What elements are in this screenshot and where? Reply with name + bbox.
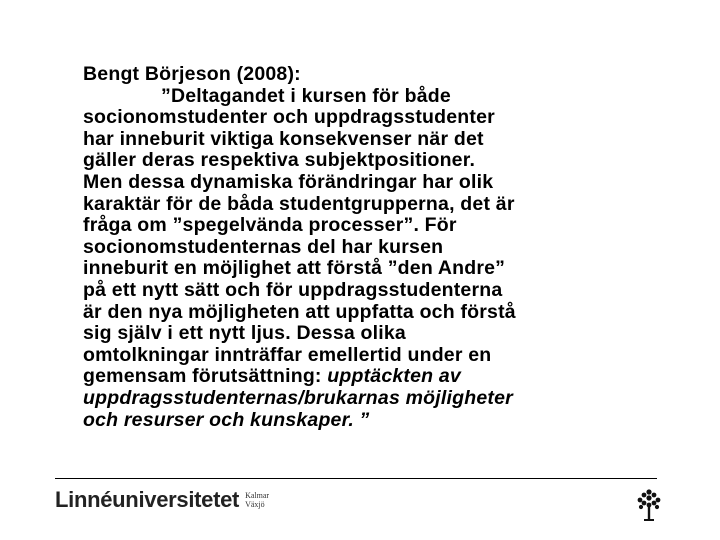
quote-line: på ett nytt sätt och för uppdragsstudenterna — [83, 278, 503, 301]
quote-line-italic — [83, 410, 643, 432]
quote-text-block — [83, 64, 643, 431]
quote-line-mixed — [83, 366, 643, 388]
quote-line: karaktär för de båda studentgrupperna, det är — [83, 192, 515, 215]
quote-line-plain-part: gemensam förutsättning: — [83, 365, 328, 388]
university-logo-campuses — [245, 491, 269, 509]
quote-line: ”Deltagandet i kursen för både — [161, 84, 451, 107]
quote-line-italic — [83, 388, 643, 410]
university-logo-wordmark: Linnéuniversitetet — [55, 487, 240, 512]
quote-line: Men dessa dynamiska förändringar har olik — [83, 170, 494, 193]
quote-italic-text: och resurser och kunskaper. ” — [83, 408, 370, 431]
quote-heading: Bengt Börjeson (2008): — [83, 63, 301, 85]
tree-icon — [636, 488, 662, 522]
footer-divider — [55, 478, 657, 479]
quote-line: har inneburit viktiga konsekvenser när det — [83, 127, 484, 150]
quote-line-italic-part: upptäckten av — [327, 365, 461, 388]
quote-line: inneburit en möjlighet att förstå ”den Andre” — [83, 257, 506, 280]
university-logo — [55, 487, 269, 513]
quote-line: fråga om ”spegelvända processer”. För — [83, 214, 457, 237]
quote-line: gäller deras respektiva subjektpositioner. — [83, 149, 476, 172]
quote-line: omtolkningar innträffar emellertid under en — [83, 343, 492, 366]
campus-kalmar: Kalmar — [245, 491, 270, 500]
quote-line: socionomstudenternas del har kursen — [83, 235, 444, 258]
quote-line: socionomstudenter och uppdragsstudenter — [83, 106, 495, 129]
quote-line: är den nya möjligheten att uppfatta och förstå — [83, 300, 516, 323]
campus-vaxjo: Växjö — [245, 500, 265, 509]
quote-italic-text: uppdragsstudenternas/brukarnas möjligheter — [83, 386, 513, 409]
quote-line: sig själv i ett nytt ljus. Dessa olika — [83, 322, 406, 345]
